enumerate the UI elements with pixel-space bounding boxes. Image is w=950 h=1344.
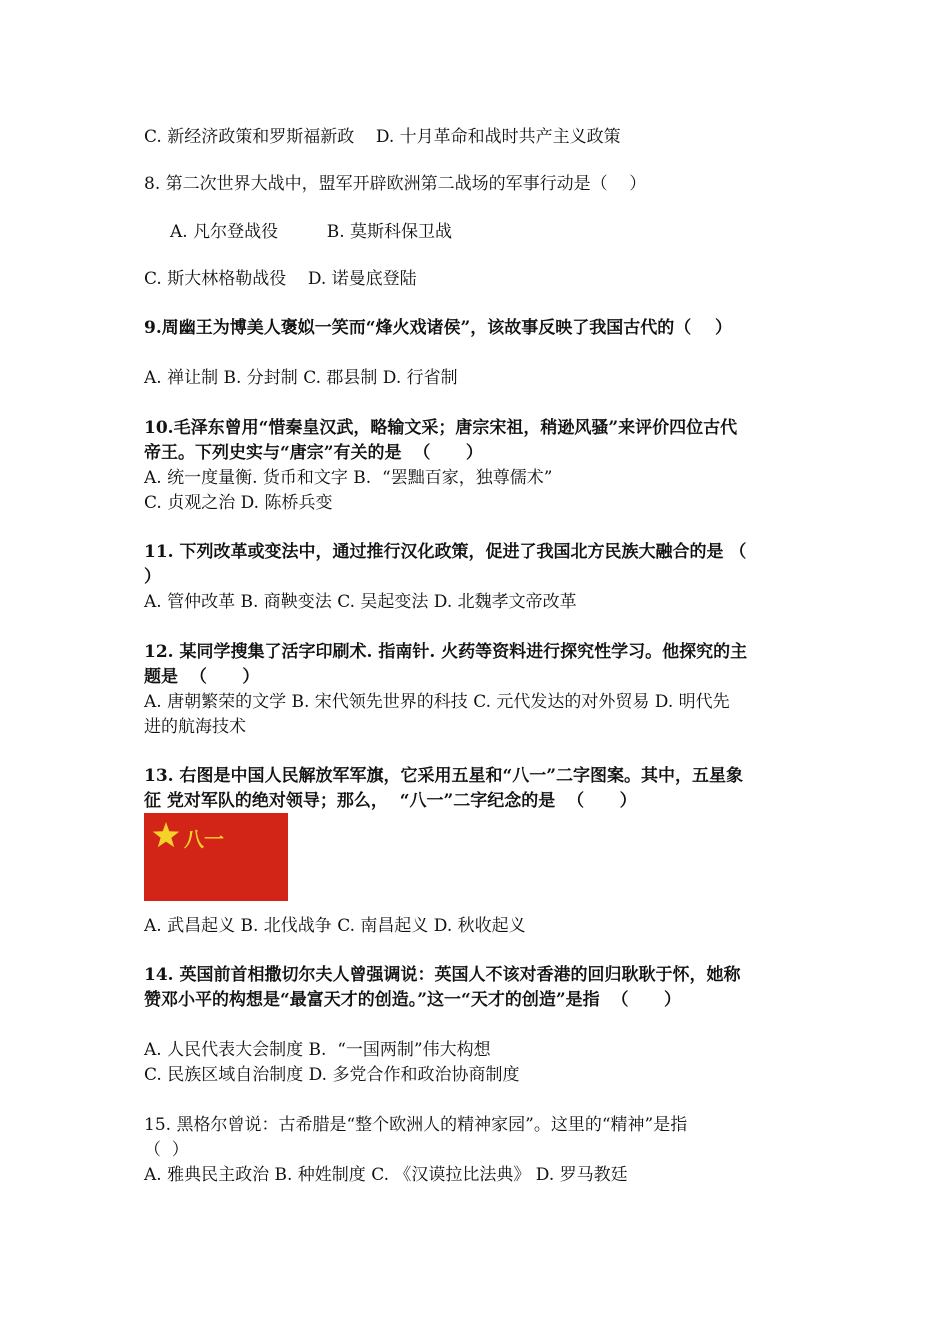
q14-options-ab: A. 人民代表大会制度 B. “一国两制”伟大构想 [144, 1040, 491, 1060]
q11-options: A. 管仲改革 B. 商鞅变法 C. 吴起变法 D. 北魏孝文帝改革 [144, 592, 577, 612]
q12-options-line1: A. 唐朝繁荣的文学 B. 宋代领先世界的科技 C. 元代发达的对外贸易 D. 明代先 [144, 692, 730, 712]
q9-stem: 9.周幽王为博美人褒姒一笑而“烽火戏诸侯”，该故事反映了我国古代的（ ） [144, 318, 732, 338]
q8-stem: 8. 第二次世界大战中，盟军开辟欧洲第二战场的军事行动是（ ） [144, 174, 647, 194]
q8-options-cd: C. 斯大林格勒战役 D. 诺曼底登陆 [144, 269, 417, 289]
five-point-star-icon [153, 822, 180, 847]
q15-options: A. 雅典民主政治 B. 种姓制度 C. 《汉谟拉比法典》 D. 罗马教廷 [144, 1165, 628, 1185]
q10-options-cd: C. 贞观之治 D. 陈桥兵变 [144, 493, 333, 513]
q9-options: A. 禅让制 B. 分封制 C. 郡县制 D. 行省制 [144, 368, 458, 388]
q13-stem-line2: 征 党对军队的绝对领导；那么， “八一”二字纪念的是 （ ） [144, 791, 637, 811]
q13-options: A. 武昌起义 B. 北伐战争 C. 南昌起义 D. 秋收起义 [144, 916, 526, 936]
q12-stem-line1: 12. 某同学搜集了活字印刷术. 指南针. 火药等资料进行探究性学习。他探究的主 [144, 642, 748, 662]
q13-stem-line1: 13. 右图是中国人民解放军军旗，它采用五星和“八一”二字图案。其中，五星象 [144, 766, 744, 786]
pla-army-flag-emblem [144, 813, 288, 901]
q14-options-cd: C. 民族区域自治制度 D. 多党合作和政治协商制度 [144, 1065, 520, 1085]
q8-options-ab: A. 凡尔登战役 B. 莫斯科保卫战 [170, 222, 453, 242]
q11-stem-line1: 11. 下列改革或变法中，通过推行汉化政策，促进了我国北方民族大融合的是 （ [144, 542, 747, 562]
q10-stem-line2: 帝王。下列史实与“唐宗”有关的是 （ ） [144, 443, 483, 463]
q15-stem-line2: （ ） [144, 1140, 189, 1160]
q11-stem-line2: ） [144, 567, 161, 587]
q10-stem-line1: 10.毛泽东曾用“惜秦皇汉武，略输文采；唐宗宋祖，稍逊风骚”来评价四位古代 [144, 418, 738, 438]
q10-options-ab: A. 统一度量衡. 货币和文字 B. “罢黜百家，独尊儒术” [144, 468, 553, 488]
q15-stem-line1: 15. 黑格尔曾说：古希腊是“整个欧洲人的精神家园”。这里的“精神”是指 [144, 1115, 688, 1135]
q7-options-cd: C. 新经济政策和罗斯福新政 D. 十月革命和战时共产主义政策 [144, 127, 621, 147]
q14-stem-line2: 赞邓小平的构想是“最富天才的创造。”这一“天才的创造”是指 （ ） [144, 990, 681, 1010]
q12-stem-line2: 题是 （ ） [144, 667, 260, 687]
q12-options-line2: 进的航海技术 [144, 717, 246, 737]
pla-army-flag-image [144, 813, 288, 901]
bayi-text: 八一 [184, 827, 224, 851]
q14-stem-line1: 14. 英国前首相撒切尔夫人曾强调说：英国人不该对香港的回归耿耿于怀，她称 [144, 965, 741, 985]
